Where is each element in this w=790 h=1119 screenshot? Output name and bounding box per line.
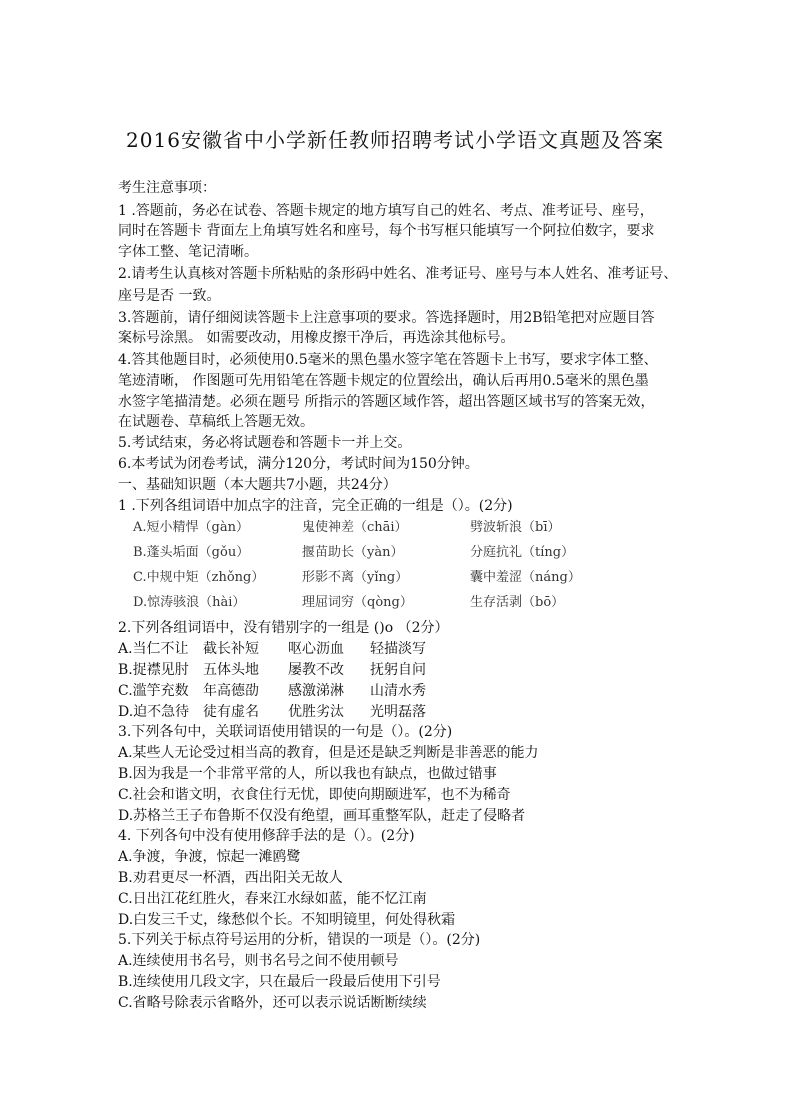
notice-line: 5.考试结束，务必将试题卷和答题卡一并上交。 [118,435,412,451]
option-text: 光明磊落 [370,704,426,720]
option-text: 截长补短 [203,641,259,657]
option-text: 鬼使神差（chāi） [302,520,408,535]
notice-line: 笔迹清晰， 作图题可先用铅笔在答题卡规定的位置绘出，确认后再用0.5毫米的黑色墨 [118,373,649,389]
option-text: D.惊涛骇浪（hài） [133,595,246,610]
notice-line: 2.请考生认真核对答题卡所粘贴的条形码中姓名、准考证号、座号与本人姓名、准考证号、 [118,266,678,282]
section-heading: 一、基础知识题（本大题共7小题，共24分） [118,477,397,493]
option-text: B.连续使用几段文字，只在最后一段最后使用下引号 [118,974,441,990]
option-text: D.苏格兰王子布鲁斯不仅没有绝望，画耳重整军队，赶走了侵略者 [118,808,526,824]
notice-line: 在试题卷、草稿纸上答题无效。 [118,414,314,430]
option-text: 山清水秀 [370,683,426,699]
option-text: A.连续使用书名号，则书名号之间不使用顿号 [118,953,399,969]
notice-line: 1 .答题前，务必在试卷、答题卡规定的地方填写自己的姓名、考点、准考证号、座号， [118,203,654,219]
option-text: 年高德劭 [203,683,259,699]
option-text: A.当仁不让 [118,641,189,657]
option-text: 抚躬自问 [370,662,426,678]
option-text: 五体头地 [203,662,259,678]
option-text: D.迫不急待 [118,704,190,720]
option-text: B.因为我是一个非常平常的人，所以我也有缺点，也做过错事 [118,766,497,782]
option-text: C.中规中矩（zhǒng） [133,570,265,585]
notice-heading: 考生注意事项： [118,180,216,196]
notice-line: 同时在答题卡 背面左上角填写姓名和座号，每个书写框只能填写一个阿拉伯数字，要求 [118,223,655,239]
option-text: C.日出江花红胜火，春来江水绿如蓝，能不忆江南 [118,891,427,907]
notice-line: 4.答其他题目时，必须使用0.5毫米的黑色墨水签字笔在答题卡上书写，要求字体工整、 [118,352,658,368]
notice-line: 水签字笔描清楚。必须在题号 所指示的答题区域作答，超出答题区域书写的答案无效， [118,394,655,410]
option-text: 轻描淡写 [370,641,426,657]
option-text: C.省略号除表示省略外，还可以表示说话断断续续 [118,995,427,1011]
option-text: 囊中羞涩（náng） [470,570,581,585]
option-text: C.社会和谐文明，衣食住行无忧，即使向期颐进军，也不为稀奇 [118,787,511,803]
option-text: A.争渡，争渡，惊起一滩鸥鹭 [118,849,301,865]
option-text: B.蓬头垢面（gǒu） [133,545,250,560]
option-text: B.捉襟见肘 [118,662,189,678]
notice-line: 案标号涂黑。 如需要改动，用橡皮擦干净后，再选涂其他标号。 [118,330,515,346]
question-stem: 3.下列各句中，关联词语使用错误的一句是（）。(2分) [118,724,453,740]
option-text: D.白发三千丈，缘愁似个长。不知明镜里，何处得秋霜 [118,912,456,928]
option-text: 感激涕淋 [288,683,344,699]
question-stem: 1 .下列各组词语中加点字的注音，完全正确的一组是（）。(2分) [118,498,513,514]
option-text: A.短小精悍（gàn） [133,520,249,535]
option-text: 理屈词穷（qòng） [302,595,413,610]
question-stem: 5.下列关于标点符号运用的分析，错误的一项是（）。(2分) [118,932,481,948]
question-stem: 2.下列各组词语中，没有错别字的一组是 ()o （2分） [118,620,449,636]
option-text: 呕心沥血 [288,641,344,657]
option-text: 屡教不改 [288,662,344,678]
option-text: 生存活剥（bō） [470,595,565,610]
option-text: 优胜劣汰 [288,704,344,720]
option-text: A.某些人无论受过相当高的教育，但是还是缺乏判断是非善恶的能力 [118,745,539,761]
option-text: B.劝君更尽一杯酒，西出阳关无故人 [118,870,343,886]
notice-line: 6.本考试为闭卷考试，满分120分，考试时间为150分钟。 [118,456,479,472]
option-text: 形影不离（yǐng） [302,570,409,585]
notice-line: 3.答题前，请仔细阅读答题卡上注意事项的要求。答选择题时，用2B铅笔把对应题目答 [118,310,655,326]
option-text: 徒有虚名 [203,704,259,720]
option-text: 揠苗助长（yàn） [302,545,404,560]
option-text: 劈波斩浪（bī） [470,520,561,535]
question-stem: 4. 下列各句中没有使用修辞手法的是（）。(2分) [118,828,415,844]
notice-line: 座号是否 一致。 [118,288,221,304]
option-text: 分庭抗礼（tíng） [470,545,575,560]
page-title: 2016安徽省中小学新任教师招聘考试小学语文真题及答案 [126,128,664,152]
option-text: C.滥竽充数 [118,683,189,699]
notice-line: 字体工整、笔记清晰。 [118,244,258,260]
